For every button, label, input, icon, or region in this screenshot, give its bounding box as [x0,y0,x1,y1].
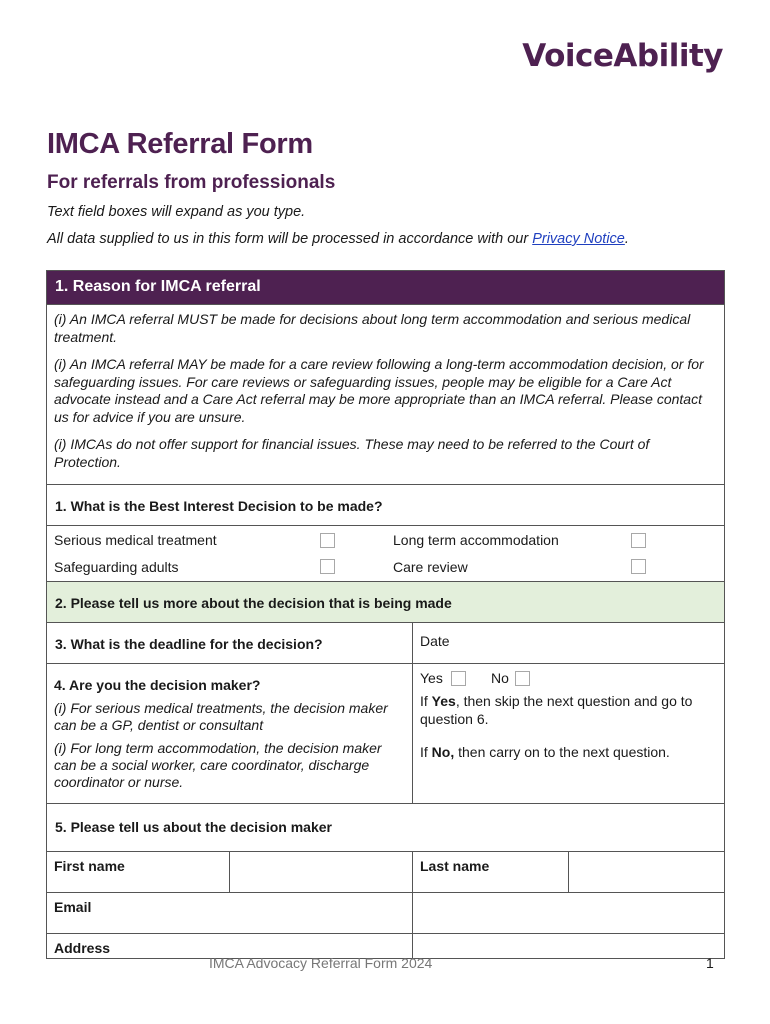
first-name-label: First name [47,852,230,892]
question-4-row [47,664,724,804]
page-number: 1 [706,955,714,971]
yes-checkbox[interactable] [451,671,466,686]
option-serious-medical-label: Serious medical treatment [54,532,217,548]
if-yes-instruction [420,693,717,728]
question-5: 5. Please tell us about the decision maker [47,804,724,852]
question-4-answer [413,664,724,803]
email-label: Email [47,893,413,933]
question-3: 3. What is the deadline for the decision? [47,623,413,663]
expand-note: Text field boxes will expand as you type. [47,204,306,220]
serious-medical-checkbox[interactable] [320,533,335,548]
q4-info-accommodation: (i) For long term accommodation, the decision maker can be a social worker, care coordinator, discharge coordinator or nurse. [54,740,382,790]
question-1: 1. What is the Best Interest Decision to be made? [47,485,724,526]
care-review-checkbox[interactable] [631,559,646,574]
email-row [47,893,724,934]
question-2[interactable]: 2. Please tell us more about the decision that is being made [47,582,724,623]
privacy-note [47,231,629,247]
privacy-notice-link[interactable]: Privacy Notice [532,231,625,247]
privacy-note-suffix: . [624,231,629,247]
info-must: (i) An IMCA referral MUST be made for decisions about long term accommodation and serious medical treatment. [54,311,691,345]
address-label: Address [47,934,413,958]
if-no-instruction [420,744,717,762]
yes-no-group [420,669,717,693]
voiceability-logo: VoiceAbility [522,38,723,74]
name-row [47,852,724,893]
if-no-bold: No, [431,744,455,760]
deadline-date-field[interactable]: Date [420,633,450,649]
last-name-label: Last name [413,852,569,892]
question-4-cell [47,664,413,803]
decision-type-options [47,526,724,582]
option-safeguarding-label: Safeguarding adults [54,559,179,575]
q4-info-medical: (i) For serious medical treatments, the decision maker can be a GP, dentist or consultant [54,700,388,733]
option-care-review-label: Care review [393,559,468,575]
no-checkbox[interactable] [515,671,530,686]
address-field[interactable] [413,934,724,958]
question-4: 4. Are you the decision maker? [54,677,261,693]
privacy-note-prefix: All data supplied to us in this form will be processed in accordance with our [47,231,533,247]
yes-label: Yes [420,670,443,686]
long-term-accommodation-checkbox[interactable] [631,533,646,548]
no-label: No [491,670,509,686]
question-3-row [47,623,724,664]
page-title: IMCA Referral Form [47,128,313,160]
if-yes-suffix: , then skip the next question and go to question 6. [420,693,693,727]
if-yes-prefix: If [420,693,432,709]
first-name-field[interactable] [230,852,413,892]
section-1-heading: 1. Reason for IMCA referral [47,271,724,305]
if-no-suffix: then carry on to the next question. [454,744,670,760]
info-financial: (i) IMCAs do not offer support for financial issues. These may need to be referred to the Court of Protection. [54,436,650,470]
last-name-field[interactable] [569,852,724,892]
page-footer: IMCA Advocacy Referral Form 2024 [209,955,433,971]
if-yes-bold: Yes [431,693,456,709]
referral-form-table [46,270,725,959]
if-no-prefix: If [420,744,432,760]
page-subtitle: For referrals from professionals [47,172,336,193]
section-1-info [47,305,724,485]
info-may: (i) An IMCA referral MAY be made for a care review following a long-term accommodation decision, or for safeguarding issues. For care reviews or safeguarding issues, people may be eligible for a Care Act advocate instead and a Care Act referral may be more appropriate than an IMCA referral. Please contact us for advice if you are unsure. [54,356,704,425]
option-long-term-label: Long term accommodation [393,532,559,548]
safeguarding-checkbox[interactable] [320,559,335,574]
email-field[interactable] [413,893,724,933]
